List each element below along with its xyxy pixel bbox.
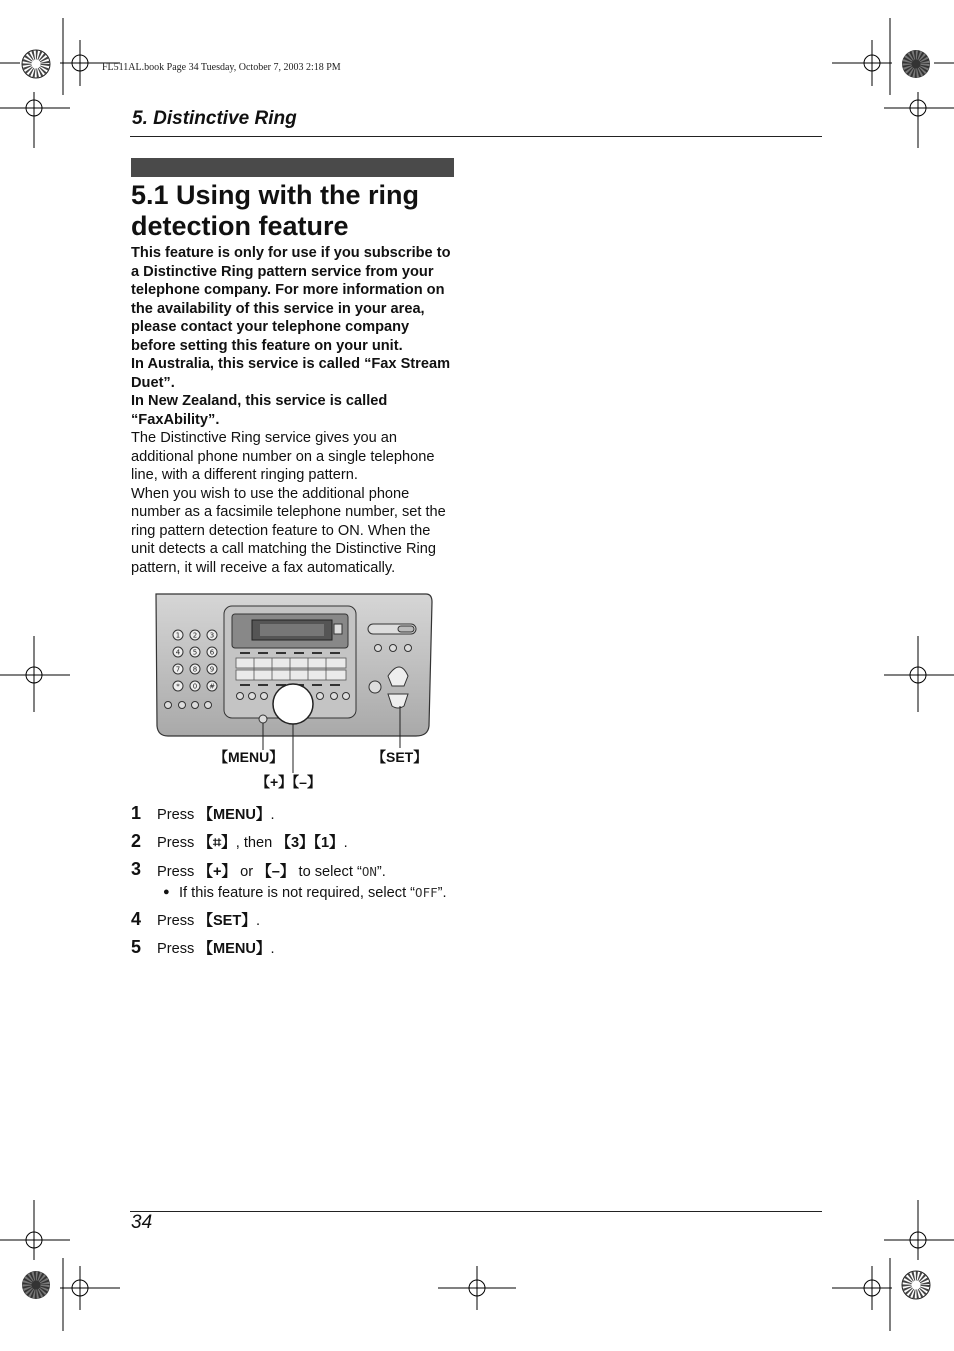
step-3 xyxy=(131,859,471,903)
intro-bold-2: In Australia, this service is called “Fax Stream Duet”. xyxy=(131,356,451,391)
print-header-note: FL511AL.book Page 34 Tuesday, October 7, 2003 2:18 PM xyxy=(102,62,341,73)
step-1 xyxy=(131,803,471,825)
step-text: Press xyxy=(157,864,199,880)
intro-text-1: The Distinctive Ring service gives you an additional phone number on a single telephone line, with a different ringing pattern. xyxy=(131,430,435,483)
code-keys: 【3】【1】 xyxy=(276,835,344,851)
key-5: 5 xyxy=(192,648,198,657)
display-on: ON xyxy=(361,864,377,879)
step-text: , then xyxy=(235,835,277,851)
page-title: 5.1 Using with the ring detection feature xyxy=(131,180,420,241)
intro-bold-3: In New Zealand, this service is called “FaxAbility”. xyxy=(131,393,388,428)
key-7: 7 xyxy=(175,665,181,674)
step-number: 1 xyxy=(131,803,142,823)
step-number: 5 xyxy=(131,937,142,957)
step-2 xyxy=(131,831,471,853)
note-text: ”. xyxy=(437,885,447,901)
note-text: If this feature is not required, select “ xyxy=(179,885,416,901)
page-number: 34 xyxy=(131,1212,153,1233)
step-text: Press xyxy=(157,941,199,957)
key-3: 3 xyxy=(209,631,215,640)
step-number: 2 xyxy=(131,831,142,851)
step-text: Press xyxy=(157,835,199,851)
steps-list xyxy=(131,803,471,968)
plus-minus-callout: 【+】【–】 xyxy=(256,774,321,790)
step-text: or xyxy=(236,864,258,880)
step-3-note xyxy=(157,883,471,903)
section-heading: 5. Distinctive Ring xyxy=(132,108,297,129)
plus-key: 【+】 xyxy=(198,864,237,880)
step-text: . xyxy=(270,941,275,957)
navigator-dial xyxy=(273,684,313,724)
step-text: ”. xyxy=(376,864,386,880)
step-text: . xyxy=(270,807,275,823)
intro-body xyxy=(131,244,456,577)
key-star: * xyxy=(176,682,180,691)
key-9: 9 xyxy=(209,665,215,674)
step-4 xyxy=(131,909,471,931)
key-2: 2 xyxy=(192,631,198,640)
step-number: 4 xyxy=(131,909,142,929)
step-text: . xyxy=(343,835,348,851)
header-rule xyxy=(130,136,822,137)
step-text: Press xyxy=(157,913,199,929)
step-number: 3 xyxy=(131,859,142,879)
key-0: 0 xyxy=(192,682,198,691)
menu-key: 【MENU】 xyxy=(198,807,271,823)
display-off: OFF xyxy=(415,885,438,900)
step-5 xyxy=(131,937,471,959)
step-text: . xyxy=(255,913,260,929)
set-key: 【SET】 xyxy=(198,913,256,929)
hash-key: 【⌗】 xyxy=(198,835,236,851)
key-6: 6 xyxy=(209,648,215,657)
key-1: 1 xyxy=(175,631,181,640)
control-panel-figure xyxy=(150,588,440,803)
footer-rule xyxy=(130,1211,822,1212)
set-callout: 【SET】 xyxy=(372,749,428,765)
title-bar xyxy=(131,158,454,177)
step-text: Press xyxy=(157,807,199,823)
intro-text-2: When you wish to use the additional phone number as a facsimile telephone number, set the ring pattern detection feature to ON. When the unit detects a call matching the Distinctive Ring pattern, it will receive a fax automatically. xyxy=(131,485,446,576)
intro-bold-1: This feature is only for use if you subscribe to a Distinctive Ring pattern service from your telephone company. For more information on the availability of this service in your area, please contact your telephone company before setting this feature on your unit. xyxy=(131,245,451,354)
key-hash: # xyxy=(209,682,215,691)
menu-button-drawing xyxy=(259,715,267,723)
key-8: 8 xyxy=(192,665,198,674)
bullet-icon: ● xyxy=(163,886,170,898)
minus-key: 【–】 xyxy=(257,864,295,880)
menu-callout: 【MENU】 xyxy=(214,749,284,765)
key-4: 4 xyxy=(175,648,181,657)
step-text: to select “ xyxy=(294,864,362,880)
menu-key: 【MENU】 xyxy=(198,941,271,957)
